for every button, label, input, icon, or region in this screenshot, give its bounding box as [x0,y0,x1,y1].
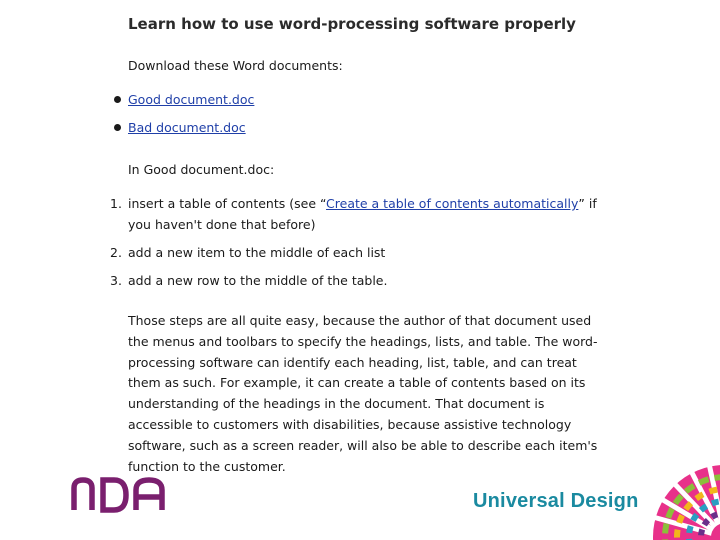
step-text-before: insert a table of contents (see “ [128,196,327,211]
explanation-paragraph: Those steps are all quite easy, because the author of that document used the menus and toolbars to specify the headings, lists, and table. The word-processing software can identify each heading, list, table, and can treat them as such. For example, it can create a table of contents based on its understanding of the headings in the document. That document is accessible to customers with disabilities, because assistive technology software, such as a screen reader, will also be able to describe each item's function to the customer. [128,313,598,474]
step-text: add a new row to the middle of the table. [128,273,388,288]
toc-help-link[interactable]: Create a table of contents automatically [326,196,579,211]
step-text: add a new item to the middle of each list [128,245,386,260]
list-item [110,193,608,235]
good-document-link[interactable]: Good document.doc [128,92,255,107]
list-item [110,242,608,263]
bullet-icon [114,124,121,131]
bad-document-link[interactable]: Bad document.doc [128,120,246,135]
list-item [128,90,254,118]
download-list [128,90,254,146]
step-number: 2. [110,245,122,260]
steps-list [110,193,608,298]
step-text-after: ” if you haven't done that before) [128,196,597,232]
step-number: 3. [110,273,122,288]
intro-text: Download these Word documents: [128,58,343,73]
good-document-heading: In Good document.doc: [128,162,275,177]
bullet-icon [114,96,121,103]
universal-design-wheel-icon [650,457,720,540]
universal-design-label: Universal Design [473,490,639,512]
nda-logo [70,474,170,514]
step-number: 1. [110,196,122,211]
list-item [128,118,254,146]
list-item [110,270,608,291]
page-title: Learn how to use word-processing software properly [128,15,576,33]
